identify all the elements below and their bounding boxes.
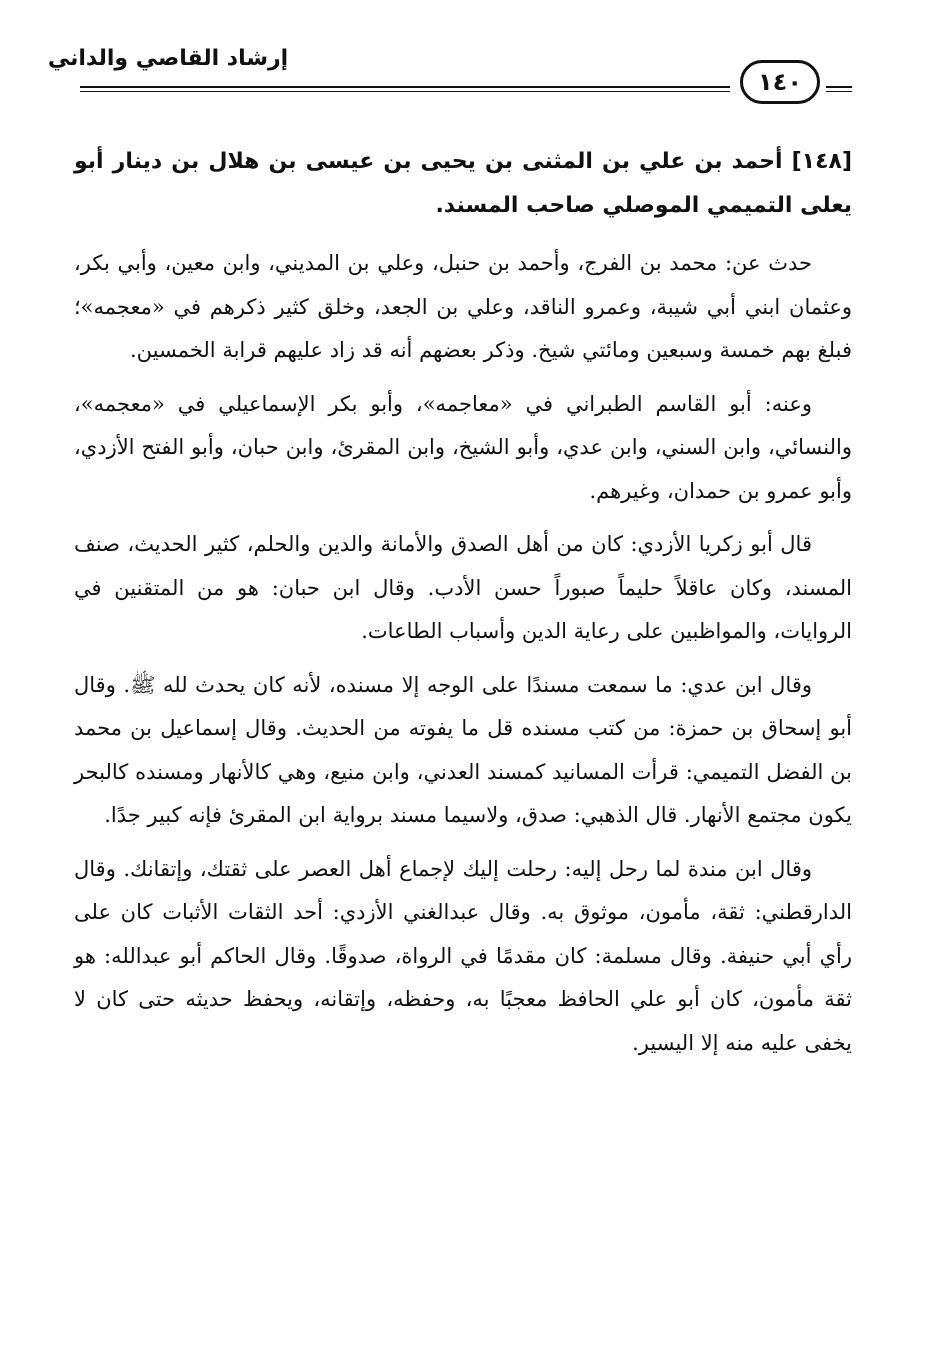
paragraph-ibn-mandah: وقال ابن مندة لما رحل إليه: رحلت إليك لإجماع أهل العصر على ثقتك، وإتقانك. وقال الدارقطني: ثقة، مأمون، موثوق به. وقال عبدالغني الأزدي: أحد الثقات الأثبات كان على رأي أبي حنيفة. وقال مسلمة: كان مقدمًا في الرواة، صدوقًا. وقال الحاكم أبو عبدالله: هو ثقة مأمون، كان أبو علي الحافظ معجبًا به، وحفظه، وإتقانه، ويحفظ حديثه حتى كان لا يخفى عليه منه إلا اليسير. bbox=[74, 856, 852, 1055]
header-rule-right bbox=[826, 86, 852, 88]
entry-title: [١٤٨] أحمد بن علي بن المثنى بن يحيى بن عيسى بن هلال بن دينار أبو يعلى التميمي الموصلي صاحب المسند. bbox=[74, 149, 852, 218]
page-body bbox=[74, 140, 852, 1075]
paragraph-students: وعنه: أبو القاسم الطبراني في «معاجمه»، وأبو بكر الإسماعيلي في «معجمه»، والنسائي، وابن السني، وابن عدي، وأبو الشيخ، وابن المقرئ، وابن حبان، وأبو الفتح الأزدي، وأبو عمرو بن حمدان، وغيرهم. bbox=[74, 391, 852, 503]
header-rule-thin bbox=[80, 91, 730, 92]
paragraph-ibn-adi: وقال ابن عدي: ما سمعت مسندًا على الوجه إلا مسنده، لأنه كان يحدث لله ﷺ. وقال أبو إسحاق بن حمزة: من كتب مسنده قل ما يفوته من الحديث. وقال إسماعيل بن محمد بن الفضل التميمي: قرأت المسانيد كمسند العدني، وابن منيع، وهي كالأنهار ومسنده كالبحر يكون مجتمع الأنهار. قال الذهبي: صدق، ولاسيما مسند برواية ابن المقرئ فإنه كبير جدًا. bbox=[74, 672, 852, 827]
paragraph-teachers: حدث عن: محمد بن الفرج، وأحمد بن حنبل، وعلي بن المديني، وابن معين، وأبي بكر، وعثمان ابني أبي شيبة، وعمرو الناقد، وعلي بن الجعد، وخلق كثير ذكرهم في «معجمه»؛ فبلغ بهم خمسة وسبعين ومائتي شيخ. وذكر بعضهم أنه قد زاد عليهم قرابة الخمسين. bbox=[74, 251, 852, 362]
header-rule bbox=[80, 86, 730, 88]
page-number-badge: ١٤٠ bbox=[740, 60, 820, 104]
running-title: إرشاد القاصي والداني bbox=[47, 46, 289, 71]
header-rule-right-thin bbox=[826, 91, 852, 92]
paragraph-praise-azdi: قال أبو زكريا الأزدي: كان من أهل الصدق والأمانة والدين والحلم، كثير الحديث، صنف المسند، وكان عاقلاً حليماً صبوراً حسن الأدب. وقال ابن حبان: هو من المتقنين في الروايات، والمواظبين على رعاية الدين وأسباب الطاعات. bbox=[74, 532, 852, 643]
